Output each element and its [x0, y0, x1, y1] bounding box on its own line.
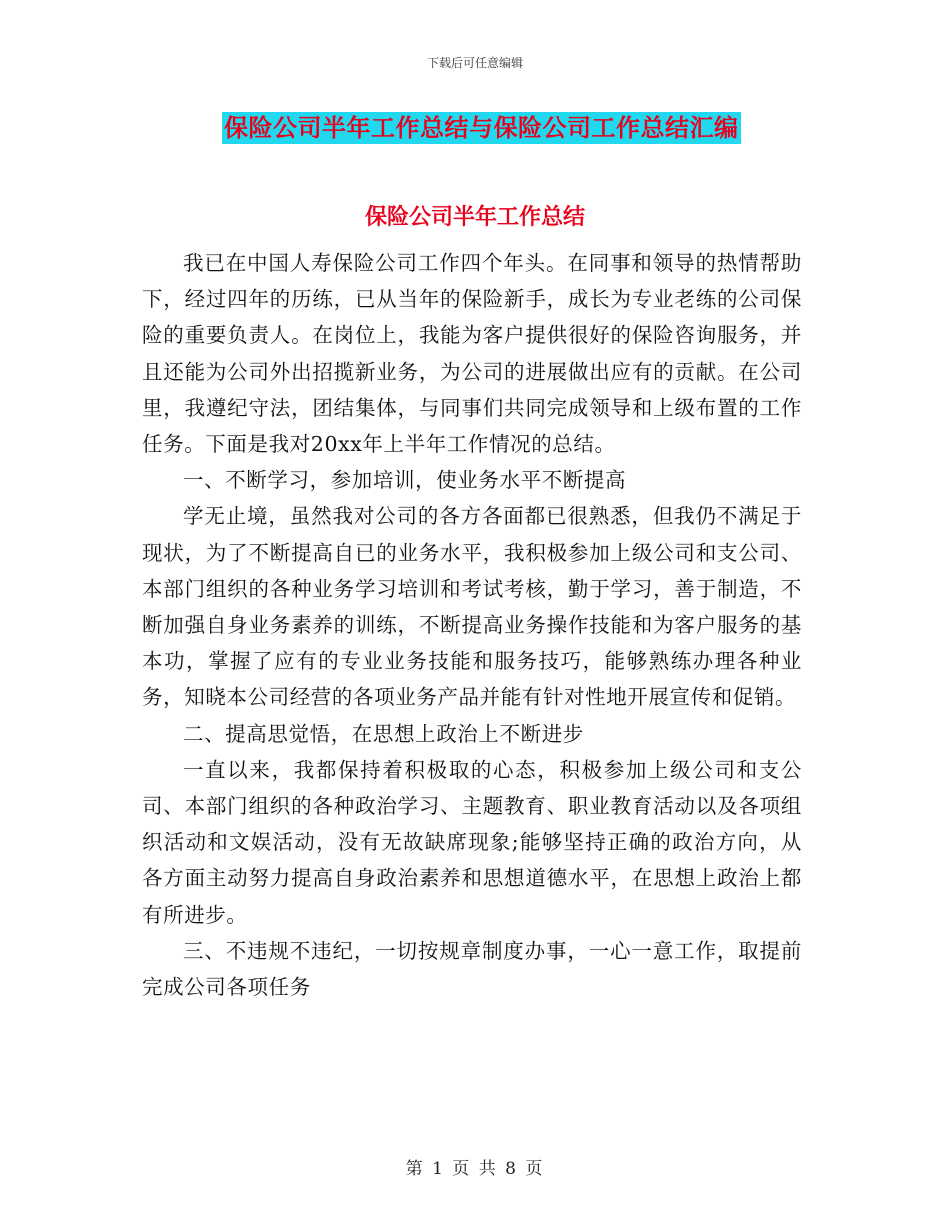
header-note: 下载后可任意编辑: [426, 56, 523, 70]
main-title: 保险公司半年工作总结与保险公司工作总结汇编: [224, 113, 739, 142]
paragraph-study: 学无止境，虽然我对公司的各方各面都已很熟悉，但我仍不满足于现状，为了不断提高自已的业务水平，我积极参加上级公司和支公司、本部门组织的各种业务学习培训和考试考核，勤于学习，善于制造，不断加强自身业务素养的训练，不断提高业务操作技能和为客户服务的基本功，掌握了应有的专业业务技能和服务技巧，能够熟练办理各种业务，知晓本公司经营的各项业务产品并能有针对性地开展宣传和促销。: [142, 504, 802, 710]
paragraph-intro: 我已在中国人寿保险公司工作四个年头。在同事和领导的热情帮助下，经过四年的历练，已从当年的保险新手，成长为专业老练的公司保险的重要负责人。在岗位上，我能为客户提供很好的保险咨询服务，并且还能为公司外出招揽新业务，为公司的进展做出应有的贡献。在公司里，我遵纪守法，团结集体，与同事们共同完成领导和上级布置的工作任务。下面是我对20xx年上半年工作情况的总结。: [142, 251, 802, 457]
heading-awareness: 二、提高思觉悟，在思想上政治上不断进步: [183, 721, 584, 746]
heading-discipline: 三、不违规不违纪，一切按规章制度办事，一心一意工作，取提前完成公司各项任务: [142, 938, 802, 1000]
page-footer: 第 1 页 共 8 页: [405, 1159, 545, 1179]
paragraph-awareness: 一直以来，我都保持着积极取的心态，积极参加上级公司和支公司、本部门组织的各种政治学习、主题教育、职业教育活动以及各项组织活动和文娱活动，没有无故缺席现象;能够坚持正确的政治方向，从各方面主动努力提高自身政治素养和思想道德水平，在思想上政治上都有所进步。: [142, 757, 802, 927]
section-title: 保险公司半年工作总结: [364, 204, 585, 230]
heading-study: 一、不断学习，参加培训，使业务水平不断提高: [183, 468, 627, 493]
body-text: [142, 245, 802, 1005]
